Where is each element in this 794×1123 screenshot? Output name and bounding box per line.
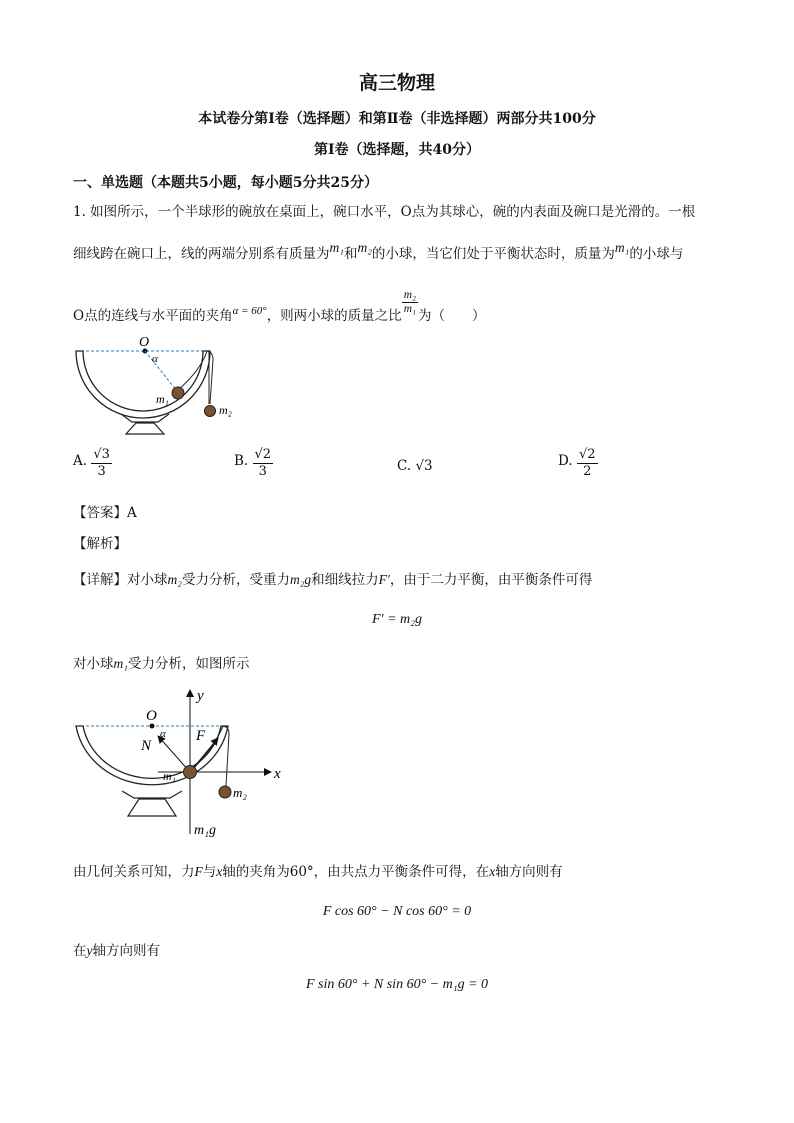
option-letter: D. bbox=[558, 453, 573, 469]
exam-subtitle: 本试卷分第Ⅰ卷（选择题）和第Ⅱ卷（非选择题）两部分共100分 bbox=[198, 111, 596, 127]
o-to-m1-line bbox=[145, 351, 177, 391]
g-text: 轴方向则有 bbox=[495, 864, 563, 880]
section-heading: 一、单选题（本题共5小题，每小题5分共25分） bbox=[73, 175, 378, 191]
g-f: F bbox=[194, 864, 203, 879]
ratio-den: m₁ bbox=[403, 303, 416, 315]
d-text: 受力分析，受重力 bbox=[181, 572, 290, 588]
detail-tag: 【详解】 bbox=[73, 572, 127, 588]
bowl-figure-1 bbox=[66, 330, 256, 438]
q-m1-b: m₁ bbox=[614, 240, 630, 255]
q-m1: m₁ bbox=[329, 240, 344, 255]
g-x-b: x bbox=[489, 864, 496, 879]
d-m2g: m₂g bbox=[289, 572, 312, 587]
option-den: 2 bbox=[583, 464, 592, 479]
g-x: x bbox=[216, 864, 223, 879]
option-a-value bbox=[91, 447, 112, 480]
label-alpha: α bbox=[160, 728, 166, 740]
option-letter: B. bbox=[234, 453, 249, 469]
g-text: 与 bbox=[202, 864, 217, 880]
detail-line bbox=[73, 569, 592, 591]
label-m1: m₁ bbox=[156, 392, 169, 406]
label-m1g: m₁g bbox=[194, 823, 216, 838]
q-text: 和 bbox=[343, 246, 358, 262]
label-o: O bbox=[146, 708, 157, 724]
option-d-value bbox=[577, 447, 598, 480]
option-a[interactable] bbox=[73, 447, 112, 480]
bowl-base bbox=[126, 423, 164, 434]
option-letter: C. bbox=[397, 458, 412, 474]
g-text: 由几何关系可知，力 bbox=[73, 864, 195, 880]
q-m2: m₂ bbox=[357, 240, 372, 255]
part-heading: 第Ⅰ卷（选择题，共40分） bbox=[313, 142, 481, 158]
m1-analysis-line bbox=[73, 653, 249, 675]
force-diagram bbox=[66, 682, 296, 842]
label-y: y bbox=[197, 688, 204, 704]
option-d[interactable] bbox=[558, 447, 598, 480]
option-num: √3 bbox=[93, 447, 110, 462]
option-den: 3 bbox=[258, 464, 267, 479]
ball-m1 bbox=[172, 387, 184, 399]
answer-value: A bbox=[127, 505, 137, 521]
q-text: 细线跨在碗口上，线的两端分别系有质量为 bbox=[73, 246, 330, 262]
ratio-num: m₂ bbox=[403, 289, 416, 301]
d-text: 和细线拉力 bbox=[311, 572, 379, 588]
y-var: y bbox=[86, 943, 93, 958]
label-m2: m₂ bbox=[233, 785, 247, 800]
label-m2: m₂ bbox=[219, 403, 232, 417]
normal-force-arrow bbox=[158, 736, 190, 772]
option-letter: A. bbox=[73, 453, 88, 469]
equation-1: F′ = m₂g bbox=[371, 612, 423, 627]
y-text: 在 bbox=[73, 943, 87, 959]
option-den: 3 bbox=[97, 464, 106, 479]
d-m2: m₂ bbox=[167, 572, 182, 587]
m-m1: m₁ bbox=[113, 656, 128, 671]
bowl-base bbox=[128, 799, 176, 816]
answer-tag: 【答案】 bbox=[73, 505, 127, 521]
ball-m1 bbox=[184, 766, 197, 779]
bowl-shell bbox=[76, 351, 210, 418]
answer-line bbox=[73, 502, 137, 524]
d-text: 对小球 bbox=[127, 572, 168, 588]
option-c-value: √3 bbox=[415, 458, 433, 474]
page-title: 高三物理 bbox=[358, 72, 435, 94]
bowl-stand bbox=[122, 791, 182, 798]
option-num: √2 bbox=[254, 447, 272, 462]
question-line-3 bbox=[73, 289, 486, 330]
m-text: 对小球 bbox=[73, 656, 114, 672]
q-text: 的小球与 bbox=[629, 246, 684, 262]
ball-m2 bbox=[219, 786, 231, 798]
option-b[interactable] bbox=[234, 447, 273, 480]
equation-3: F sin 60° + N sin 60° − m₁g = 0 bbox=[305, 977, 489, 992]
question-line-2 bbox=[73, 240, 684, 265]
label-n: N bbox=[141, 738, 152, 754]
q-text: O点的连线与水平面的夹角 bbox=[73, 308, 233, 324]
q-text: 的小球，当它们处于平衡状态时，质量为 bbox=[371, 246, 615, 262]
mass-ratio bbox=[402, 289, 418, 316]
label-f: F bbox=[196, 728, 206, 744]
option-b-value bbox=[253, 447, 274, 480]
analysis-tag: 【解析】 bbox=[73, 536, 127, 552]
label-m1: m₁ bbox=[163, 769, 176, 783]
option-num: √2 bbox=[578, 447, 596, 462]
question-line-1: 1. 如图所示，一个半球形的碗放在桌面上，碗口水平，O点为其球心，碗的内表面及碗口是光滑的。一根 bbox=[73, 204, 696, 220]
y-direction-line bbox=[73, 940, 160, 962]
g-text: 轴的夹角为60°，由共点力平衡条件可得，在 bbox=[222, 864, 490, 880]
q-text: 为（ ） bbox=[418, 308, 486, 324]
m-text: 受力分析，如图所示 bbox=[127, 656, 250, 672]
d-fprime: F′ bbox=[378, 572, 390, 587]
center-point-o bbox=[150, 724, 155, 729]
q-alpha: α = 60° bbox=[232, 305, 267, 317]
label-x: x bbox=[274, 766, 281, 782]
geometry-line bbox=[73, 861, 563, 883]
d-text: ，由于二力平衡，由平衡条件可得 bbox=[389, 572, 593, 588]
q-text: ，则两小球的质量之比 bbox=[266, 308, 402, 324]
label-o: O bbox=[139, 335, 150, 350]
equation-2: F cos 60° − N cos 60° = 0 bbox=[322, 904, 472, 919]
y-text: 轴方向则有 bbox=[92, 943, 160, 959]
ball-m2 bbox=[205, 406, 216, 417]
label-alpha: α bbox=[152, 353, 158, 365]
option-c[interactable] bbox=[397, 458, 433, 474]
